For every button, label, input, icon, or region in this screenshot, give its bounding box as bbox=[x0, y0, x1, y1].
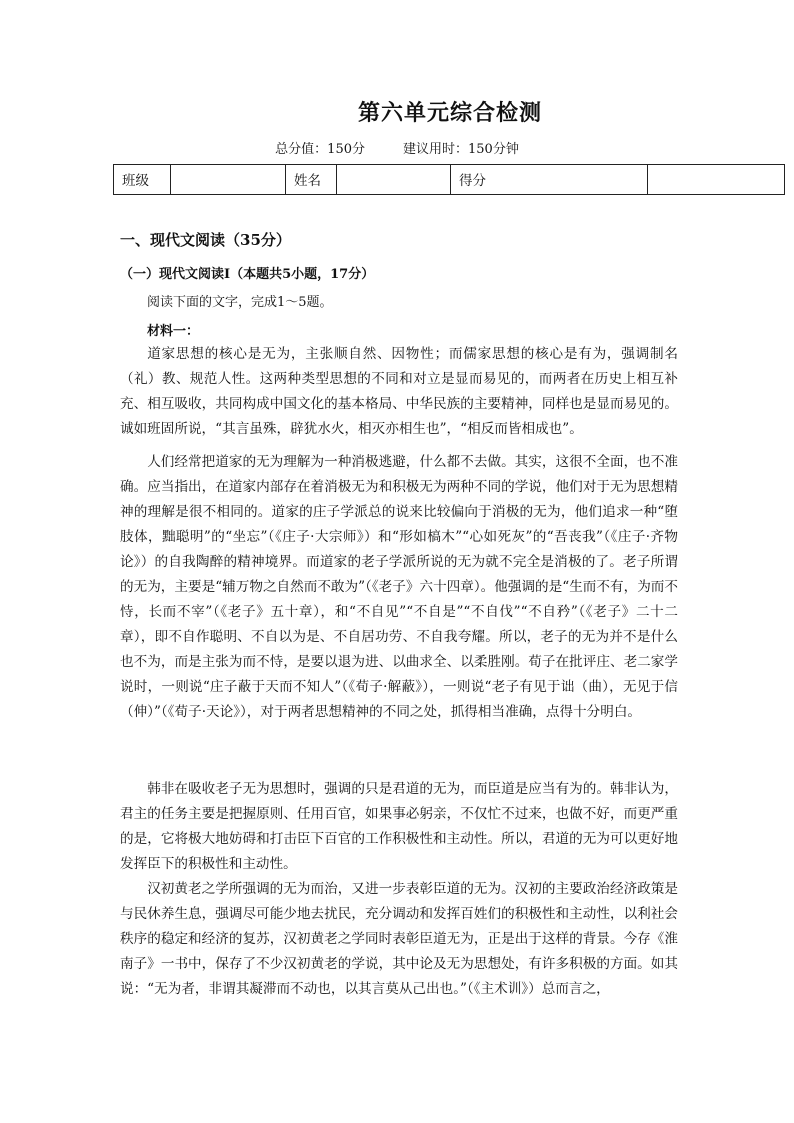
name-label: 姓名 bbox=[286, 165, 337, 195]
info-table bbox=[113, 164, 785, 195]
score-label: 得分 bbox=[451, 165, 648, 195]
class-label: 班级 bbox=[114, 165, 171, 195]
paragraph: 道家思想的核心是无为，主张顺自然、因物性；而儒家思想的核心是有为，强调制名（礼）教、规范人性。这两种类型思想的不同和对立是显而易见的，而两者在历史上相互补充、相互吸收，共同构成中国文化的基本格局、中华民族的主要精神，同样也是显而易见的。诚如班固所说，“其言虽殊，辟犹水火，相灭亦相生也”，“相反而皆相成也”。 bbox=[120, 346, 678, 437]
page-title: 第六单元综合检测 bbox=[357, 100, 542, 126]
instruction: 阅读下面的文字，完成1～5题。 bbox=[147, 295, 333, 310]
class-field[interactable] bbox=[171, 165, 286, 195]
name-field[interactable] bbox=[337, 165, 451, 195]
suggested-time: 建议用时：150分钟 bbox=[403, 142, 519, 157]
subsection-heading: （一）现代文阅读Ⅰ（本题共5小题，17分） bbox=[120, 267, 375, 282]
score-info bbox=[0, 138, 794, 157]
score-field[interactable] bbox=[648, 165, 785, 195]
material-label: 材料一： bbox=[147, 324, 200, 339]
paragraph: 汉初黄老之学所强调的无为而治，又进一步表彰臣道的无为。汉初的主要政治经济政策是与民休养生息，强调尽可能少地去扰民，充分调动和发挥百姓们的积极性和主动性，以利社会秩序的稳定和经济的复苏，汉初黄老之学同时表彰臣道无为，正是出于这样的背景。今存《淮南子》一书中，保存了不少汉初黄老的学说，其中论及无为思想处，有许多积极的方面。如其说：“无为者，非谓其凝滞而不动也，以其言莫从己出也。”（《主术训》）总而言之， bbox=[120, 881, 678, 997]
total-score: 总分值：150分 bbox=[275, 142, 365, 157]
paragraph: 人们经常把道家的无为理解为一种消极逃避，什么都不去做。其实，这很不全面，也不准确。应当指出，在道家内部存在着消极无为和积极无为两种不同的学说，他们对于无为思想精神的理解是很不相同的。道家的庄子学派总的说来比较偏向于消极的无为，他们追求一种“堕肢体，黜聪明”的“坐忘”（《庄子·大宗师》）和“形如槁木”“心如死灰”的“吾丧我”（《庄子·齐物论》）的自我陶醉的精神境界。而道家的老子学派所说的无为就不完全是消极的了。老子所谓的无为，主要是“辅万物之自然而不敢为”（《老子》六十四章）。他强调的是“生而不有，为而不恃，长而不宰”（《老子》五十章），和“不自见”“不自是”“不自伐”“不自矜”（《老子》二十二章），即不自作聪明、不自以为是、不自居功劳、不自我夸耀。所以，老子的无为并不是什么也不为，而是主张为而不恃，是要以退为进、以曲求全、以柔胜刚。荀子在批评庄、老二家学说时，一则说“庄子蔽于天而不知人”（《荀子·解蔽》），一则说“老子有见于诎（曲），无见于信（伸）”（《荀子·天论》），对于两者思想精神的不同之处，抓得相当准确，点得十分明白。 bbox=[120, 454, 678, 720]
section-heading: 一、现代文阅读（35分） bbox=[120, 231, 291, 249]
paragraph: 韩非在吸收老子无为思想时，强调的只是君道的无为，而臣道是应当有为的。韩非认为，君主的任务主要是把握原则、任用百官，如果事必躬亲，不仅忙不过来，也做不好，而更严重的是，它将极大地妨碍和打击臣下百官的工作积极性和主动性。所以，君道的无为可以更好地发挥臣下的积极性和主动性。 bbox=[120, 781, 678, 872]
